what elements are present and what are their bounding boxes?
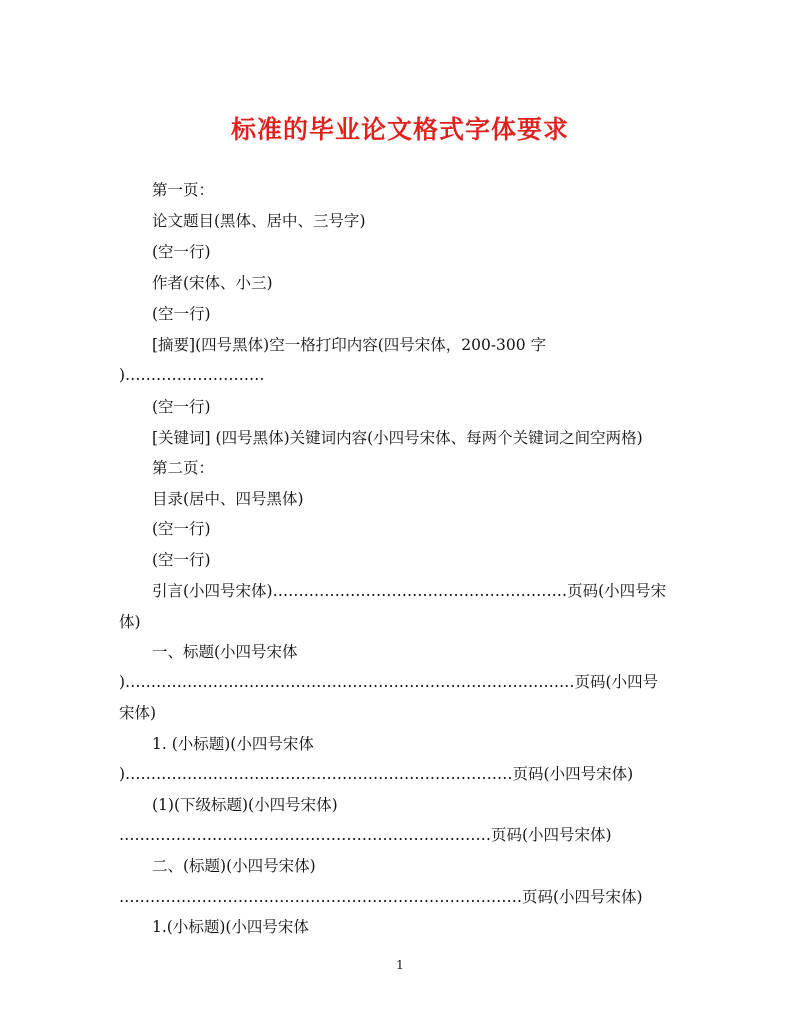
text-line: (空一行) xyxy=(152,305,211,323)
text-line: )……………………………………………………………………………页码(小四号 xyxy=(119,673,659,691)
text-line: (空一行) xyxy=(152,551,211,569)
text-line: )…………………………………………………………………页码(小四号宋体) xyxy=(119,765,634,783)
text-line: (1)(下级标题)(小四号宋体) xyxy=(152,796,338,814)
document-title: 标准的毕业论文格式字体要求 xyxy=(230,115,569,144)
text-line: ………………………………………………………………页码(小四号宋体) xyxy=(119,826,612,844)
text-line: )……………………… xyxy=(119,366,265,384)
text-line: 体) xyxy=(119,613,141,631)
text-line: 第一页： xyxy=(152,181,215,199)
text-line: 1.(小标题)(小四号宋体 xyxy=(152,918,309,936)
text-line: ……………………………………………………………………页码(小四号宋体) xyxy=(119,888,643,906)
text-line: 引言(小四号宋体)…………………………………………………页码(小四号宋 xyxy=(152,582,667,600)
text-line: 1. (小标题)(小四号宋体 xyxy=(152,735,314,753)
text-line: [关键词] (四号黑体)关键词内容(小四号宋体、每两个关键词之间空两格) xyxy=(152,429,643,447)
page-number: 1 xyxy=(396,958,404,972)
text-line: (空一行) xyxy=(152,398,211,416)
text-line: 一、标题(小四号宋体 xyxy=(152,643,298,661)
text-line: 二、(标题)(小四号宋体) xyxy=(152,857,316,875)
text-line: 论文题目(黑体、居中、三号字) xyxy=(152,212,366,230)
text-line: 作者(宋体、小三) xyxy=(152,274,273,292)
text-line: 目录(居中、四号黑体) xyxy=(152,490,304,508)
text-line: (空一行) xyxy=(152,243,211,261)
text-line: [摘要](四号黑体)空一格打印内容(四号宋体，200-300 字 xyxy=(152,336,547,354)
text-line: (空一行) xyxy=(152,520,211,538)
text-line: 第二页： xyxy=(152,459,215,477)
text-line: 宋体) xyxy=(119,704,157,722)
